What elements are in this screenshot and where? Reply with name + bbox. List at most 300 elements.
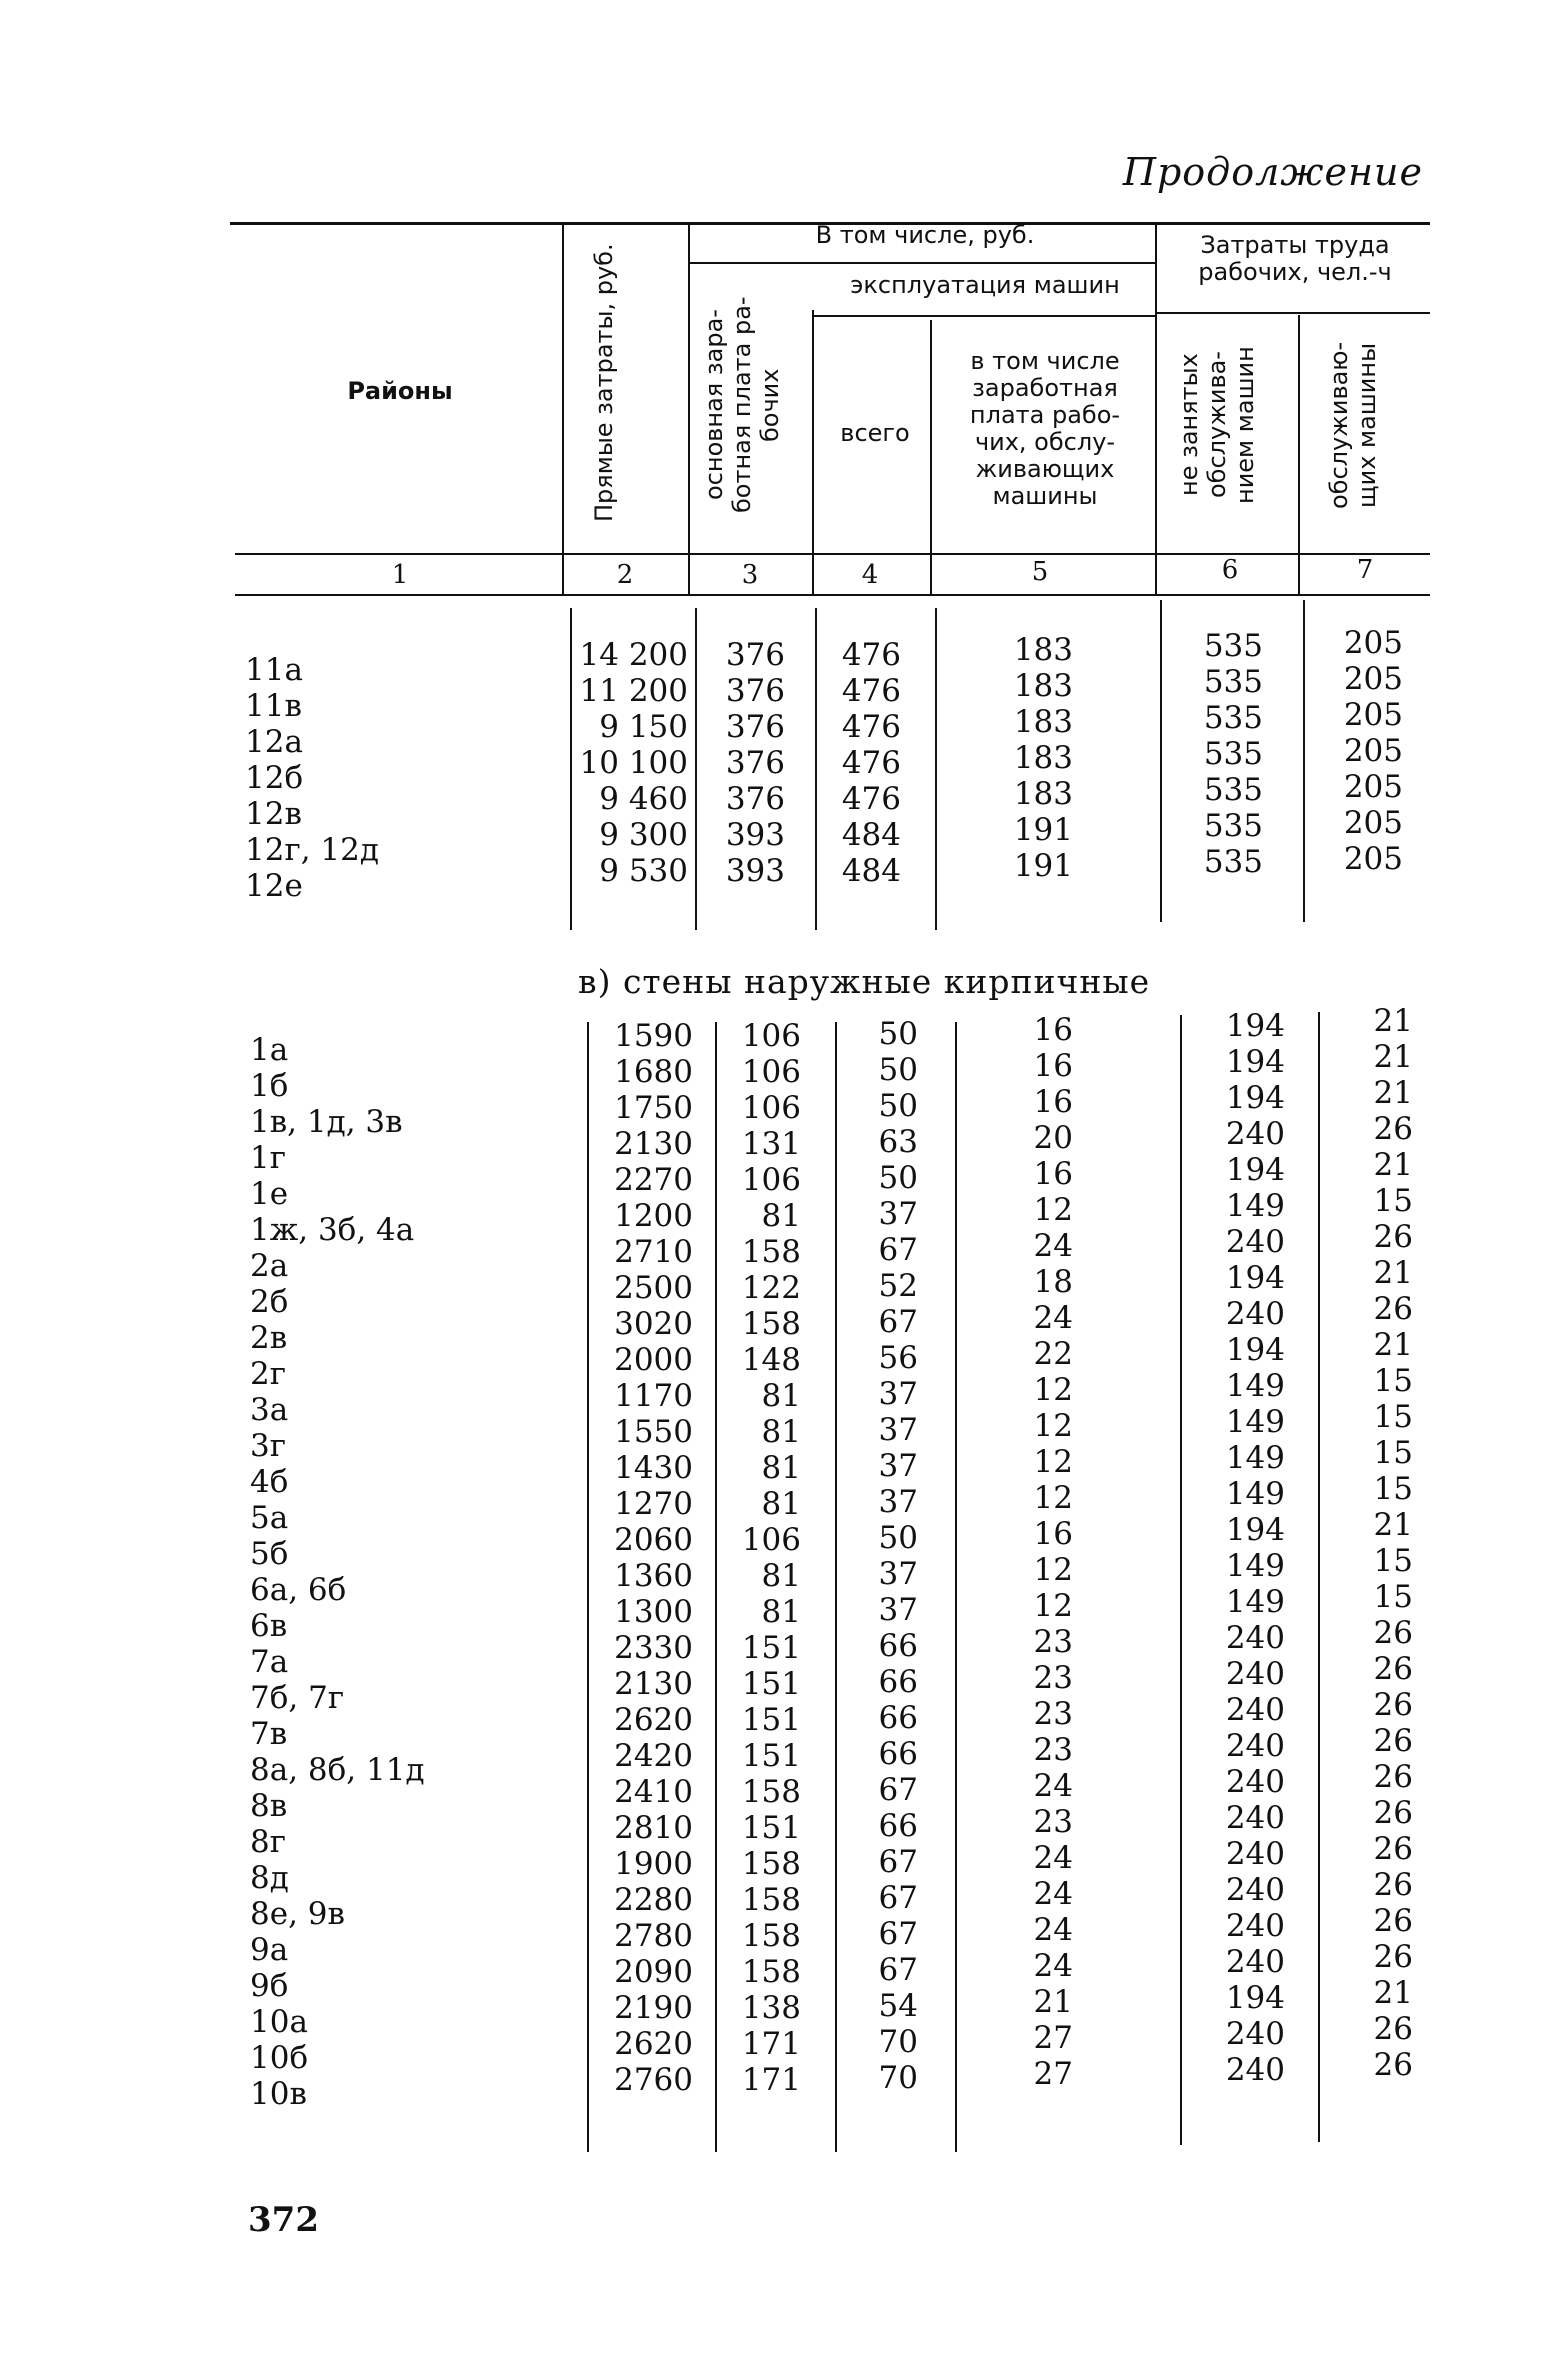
table-cell: 16 [1033,1048,1073,1084]
table-cell: 24 [1033,1768,1073,1804]
table-cell: 2620 [614,1702,693,1738]
including-rule [690,262,1155,264]
table-cell: 1200 [614,1198,693,1234]
table-cell: 21 [1033,1984,1073,2020]
table-cell: 183 [1013,632,1073,668]
table-cell: 50 [878,1520,918,1556]
table-cell: 50 [878,1160,918,1196]
table-cell: 106 [741,1522,801,1558]
s2-vline-6 [1318,1012,1320,2142]
table-cell: 131 [741,1126,801,1162]
table-cell: 106 [741,1090,801,1126]
table-cell: 12 [1033,1480,1073,1516]
table-cell: 20 [1033,1120,1073,1156]
table-cell: 1ж, 3б, 4а [250,1212,415,1248]
table-cell: 66 [878,1808,918,1844]
table-cell: 476 [841,673,901,709]
header-labor: Затраты труда рабочих, чел.-ч [1198,231,1392,286]
table-cell: 7б, 7г [250,1680,345,1716]
table-cell: 240 [1225,1620,1285,1656]
table-cell: 24 [1033,1228,1073,1264]
table-cell: 535 [1203,664,1263,700]
table-cell: 23 [1033,1732,1073,1768]
table-cell: 67 [878,1304,918,1340]
table-cell: 23 [1033,1660,1073,1696]
table-cell: 81 [761,1198,801,1234]
table-cell: 393 [725,817,785,853]
table-cell: 50 [878,1016,918,1052]
table-cell: 12б [245,760,304,796]
table-cell: 240 [1225,2016,1285,2052]
table-cell: 376 [725,781,785,817]
table-cell: 194 [1225,1044,1285,1080]
table-cell: 171 [741,2026,801,2062]
table-cell: 376 [725,637,785,673]
table-cell: 8в [250,1788,288,1824]
section1-base-wage [726,637,785,889]
table-cell: 21 [1373,1327,1413,1363]
table-cell: 37 [878,1376,918,1412]
header-vline-2 [688,225,690,595]
table-cell: 63 [878,1124,918,1160]
table-cell: 8д [250,1860,289,1896]
table-cell: 476 [841,781,901,817]
table-cell: 10 100 [579,745,688,781]
table-cell: 50 [878,1052,918,1088]
table-cell: 158 [741,1918,801,1954]
table-cell: 484 [841,817,901,853]
table-cell: 12в [245,796,302,832]
table-cell: 205 [1343,769,1403,805]
header-total: всего [840,419,910,447]
table-cell: 66 [878,1700,918,1736]
table-cell: 2620 [614,2026,693,2062]
table-cell: 2780 [614,1918,693,1954]
table-cell: 1б [250,1068,289,1104]
table-cell: 37 [878,1412,918,1448]
table-cell: 149 [1225,1368,1285,1404]
table-cell: 21 [1373,1003,1413,1039]
table-cell: 8е, 9в [250,1896,345,1932]
table-cell: 2090 [614,1954,693,1990]
s1-vline-1 [570,608,572,930]
table-cell: 158 [741,1774,801,1810]
table-cell: 1900 [614,1846,693,1882]
table-cell: 12е [245,868,303,904]
table-cell: 194 [1225,1980,1285,2016]
section2-direct-costs [614,1018,693,2098]
table-cell: 15 [1373,1435,1413,1471]
table-cell: 37 [878,1484,918,1520]
colnum-bottom-rule [235,594,1430,596]
table-cell: 15 [1373,1183,1413,1219]
table-cell: 2410 [614,1774,693,1810]
table-cell: 376 [725,673,785,709]
section2-regions [250,1032,425,2112]
table-cell: 23 [1033,1804,1073,1840]
table-cell: 15 [1373,1471,1413,1507]
table-cell: 66 [878,1736,918,1772]
table-cell: 10а [250,2004,308,2040]
header-machine-workers: обслуживаю-щих машины [1325,341,1381,509]
table-cell: 26 [1373,1903,1413,1939]
s2-vline-5 [1180,1015,1182,2145]
table-cell: 7в [250,1716,288,1752]
table-cell: 26 [1373,1759,1413,1795]
table-cell: 15 [1373,1543,1413,1579]
table-cell: 67 [878,1772,918,1808]
table-cell: 158 [741,1846,801,1882]
table-cell: 194 [1225,1332,1285,1368]
table-cell: 26 [1373,1723,1413,1759]
s2-vline-3 [835,1022,837,2152]
table-cell: 26 [1373,1831,1413,1867]
table-cell: 1г [250,1140,286,1176]
table-cell: 3020 [614,1306,693,1342]
table-cell: 151 [741,1630,801,1666]
table-cell: 6в [250,1608,288,1644]
table-cell: 149 [1225,1548,1285,1584]
table-cell: 240 [1225,1872,1285,1908]
table-cell: 16 [1033,1516,1073,1552]
table-cell: 10в [250,2076,307,2112]
table-cell: 81 [761,1486,801,1522]
table-cell: 12 [1033,1444,1073,1480]
table-cell: 1360 [614,1558,693,1594]
table-cell: 183 [1013,704,1073,740]
table-cell: 240 [1225,2052,1285,2088]
table-cell: 240 [1225,1764,1285,1800]
section1-labor-machine [1344,625,1403,877]
table-cell: 11в [245,688,302,724]
table-cell: 149 [1225,1404,1285,1440]
table-cell: 15 [1373,1363,1413,1399]
table-cell: 8а, 8б, 11д [250,1752,425,1788]
table-cell: 7а [250,1644,289,1680]
table-cell: 52 [878,1268,918,1304]
table-cell: 11а [245,652,303,688]
table-cell: 1750 [614,1090,693,1126]
table-cell: 22 [1033,1336,1073,1372]
table-cell: 151 [741,1738,801,1774]
table-cell: 15 [1373,1579,1413,1615]
table-cell: 4б [250,1464,289,1500]
table-cell: 66 [878,1664,918,1700]
table-cell: 240 [1225,1836,1285,1872]
table-cell: 18 [1033,1264,1073,1300]
table-cell: 106 [741,1054,801,1090]
table-cell: 1170 [614,1378,693,1414]
table-cell: 16 [1033,1084,1073,1120]
header-including: В том числе, руб. [815,221,1035,249]
table-cell: 1а [250,1032,289,1068]
table-cell: 376 [725,709,785,745]
table-cell: 12 [1033,1192,1073,1228]
table-cell: 535 [1203,772,1263,808]
table-cell: 11 200 [579,673,688,709]
table-cell: 2270 [614,1162,693,1198]
table-cell: 138 [741,1990,801,2026]
table-cell: 2060 [614,1522,693,1558]
table-cell: 26 [1373,2011,1413,2047]
section1-machine-total [842,637,901,889]
table-cell: 205 [1343,841,1403,877]
table-cell: 12 [1033,1588,1073,1624]
table-cell: 16 [1033,1156,1073,1192]
table-cell: 24 [1033,1300,1073,1336]
table-cell: 149 [1225,1188,1285,1224]
section2-machine-wage [1034,1012,1073,2092]
table-cell: 26 [1373,1939,1413,1975]
s2-vline-1 [587,1022,589,2152]
table-cell: 12 [1033,1408,1073,1444]
table-cell: 9 300 [599,817,688,853]
header-vline-5 [1155,225,1157,595]
table-cell: 2280 [614,1882,693,1918]
s1-vline-3 [815,608,817,930]
table-cell: 12 [1033,1372,1073,1408]
table-cell: 476 [841,637,901,673]
table-cell: 240 [1225,1800,1285,1836]
table-cell: 24 [1033,1912,1073,1948]
section1-regions [245,652,379,904]
section1-labor-not-machine [1204,628,1263,880]
table-cell: 21 [1373,1255,1413,1291]
table-cell: 21 [1373,1039,1413,1075]
colnum-6: 6 [1221,555,1239,585]
table-cell: 205 [1343,733,1403,769]
table-cell: 183 [1013,668,1073,704]
s1-vline-6 [1303,600,1305,922]
table-cell: 24 [1033,1876,1073,1912]
table-cell: 14 200 [579,637,688,673]
table-cell: 151 [741,1666,801,1702]
section2-machine-total [879,1016,918,2096]
table-cell: 70 [878,2024,918,2060]
header-vline-3 [812,310,814,595]
table-cell: 6а, 6б [250,1572,347,1608]
colnum-2: 2 [616,560,634,590]
table-cell: 191 [1013,812,1073,848]
table-cell: 16 [1033,1012,1073,1048]
table-cell: 535 [1203,700,1263,736]
colnum-5: 5 [1031,557,1049,587]
table-cell: 66 [878,1628,918,1664]
table-cell: 240 [1225,1224,1285,1260]
table-cell: 5б [250,1536,289,1572]
table-cell: 67 [878,1232,918,1268]
header-vline-1 [562,225,564,595]
section1-direct-costs [580,637,688,889]
table-cell: 1680 [614,1054,693,1090]
table-cell: 12г, 12д [245,832,379,868]
table-cell: 5а [250,1500,289,1536]
table-cell: 2190 [614,1990,693,2026]
table-cell: 122 [741,1270,801,1306]
table-cell: 183 [1013,740,1073,776]
table-cell: 12а [245,724,303,760]
table-cell: 2500 [614,1270,693,1306]
table-cell: 15 [1373,1399,1413,1435]
table-cell: 149 [1225,1440,1285,1476]
table-cell: 376 [725,745,785,781]
section2-title: в) стены наружные кирпичные [578,962,1151,1001]
table-cell: 26 [1373,2047,1413,2083]
table-cell: 171 [741,2062,801,2098]
s1-vline-2 [695,608,697,930]
table-cell: 2710 [614,1234,693,1270]
table-cell: 2в [250,1320,288,1356]
table-cell: 9 460 [599,781,688,817]
table-cell: 1270 [614,1486,693,1522]
page-number: 372 [248,2200,319,2240]
table-cell: 158 [741,1306,801,1342]
labor-rule [1157,312,1430,314]
header-base-wage: основная зара-ботная плата ра-бочих [700,296,784,514]
table-cell: 26 [1373,1219,1413,1255]
table-cell: 37 [878,1448,918,1484]
table-cell: 26 [1373,1687,1413,1723]
table-cell: 240 [1225,1656,1285,1692]
table-cell: 37 [878,1592,918,1628]
table-cell: 2130 [614,1666,693,1702]
table-cell: 151 [741,1702,801,1738]
table-cell: 240 [1225,1296,1285,1332]
table-cell: 476 [841,709,901,745]
table-cell: 393 [725,853,785,889]
table-cell: 67 [878,1880,918,1916]
header-including-wage: в том числе заработная плата рабо-чих, обслу-живающих машины [969,347,1121,510]
header-machine-operation: эксплуатация машин [850,271,1120,299]
table-cell: 158 [741,1954,801,1990]
table-cell: 240 [1225,1692,1285,1728]
section1-machine-wage [1014,632,1073,884]
table-cell: 81 [761,1594,801,1630]
s2-vline-2 [715,1022,717,2152]
table-cell: 106 [741,1162,801,1198]
colnum-4: 4 [861,560,879,590]
table-cell: 9 150 [599,709,688,745]
table-cell: 149 [1225,1476,1285,1512]
table-cell: 8г [250,1824,286,1860]
table-cell: 535 [1203,628,1263,664]
table-cell: 37 [878,1196,918,1232]
table-cell: 535 [1203,844,1263,880]
header-direct-costs: Прямые затраты, руб. [590,243,618,523]
table-cell: 2330 [614,1630,693,1666]
table-cell: 194 [1225,1080,1285,1116]
table-cell: 2810 [614,1810,693,1846]
table-cell: 27 [1033,2056,1073,2092]
table-cell: 67 [878,1916,918,1952]
table-cell: 205 [1343,625,1403,661]
table-cell: 3а [250,1392,289,1428]
table-cell: 205 [1343,661,1403,697]
machine-op-rule [814,315,1155,317]
table-cell: 37 [878,1556,918,1592]
table-cell: 484 [841,853,901,889]
table-cell: 54 [878,1988,918,2024]
header-regions: Районы [347,377,453,405]
table-cell: 1в, 1д, 3в [250,1104,403,1140]
table-cell: 50 [878,1088,918,1124]
table-cell: 26 [1373,1111,1413,1147]
table-cell: 3г [250,1428,286,1464]
table-cell: 2760 [614,2062,693,2098]
table-cell: 21 [1373,1975,1413,2011]
section2-labor-not-machine [1226,1008,1285,2088]
table-cell: 240 [1225,1908,1285,1944]
table-cell: 205 [1343,697,1403,733]
table-cell: 70 [878,2060,918,2096]
s1-vline-5 [1160,600,1162,922]
table-cell: 21 [1373,1075,1413,1111]
table-cell: 1590 [614,1018,693,1054]
table-cell: 194 [1225,1260,1285,1296]
table-cell: 81 [761,1414,801,1450]
table-cell: 1е [250,1176,289,1212]
table-cell: 81 [761,1450,801,1486]
s2-vline-4 [955,1022,957,2152]
table-cell: 194 [1225,1512,1285,1548]
table-cell: 2б [250,1284,289,1320]
continuation-label: Продолжение [1122,150,1423,194]
table-cell: 26 [1373,1291,1413,1327]
table-cell: 106 [741,1018,801,1054]
table-cell: 81 [761,1378,801,1414]
table-cell: 26 [1373,1795,1413,1831]
table-cell: 535 [1203,736,1263,772]
table-cell: 205 [1343,805,1403,841]
colnum-3: 3 [741,560,759,590]
table-cell: 9 530 [599,853,688,889]
table-cell: 24 [1033,1948,1073,1984]
colnum-7: 7 [1356,555,1374,585]
table-cell: 476 [841,745,901,781]
table-cell: 191 [1013,848,1073,884]
table-cell: 27 [1033,2020,1073,2056]
table-cell: 24 [1033,1840,1073,1876]
table-cell: 81 [761,1558,801,1594]
section2-labor-machine [1374,1003,1413,2083]
table-cell: 67 [878,1844,918,1880]
table-cell: 148 [741,1342,801,1378]
table-cell: 12 [1033,1552,1073,1588]
table-cell: 9а [250,1932,289,1968]
table-cell: 26 [1373,1615,1413,1651]
table-cell: 26 [1373,1651,1413,1687]
table-cell: 1430 [614,1450,693,1486]
table-cell: 21 [1373,1147,1413,1183]
table-cell: 240 [1225,1116,1285,1152]
table-cell: 23 [1033,1696,1073,1732]
table-cell: 2420 [614,1738,693,1774]
table-cell: 240 [1225,1728,1285,1764]
table-cell: 158 [741,1234,801,1270]
header-not-machine: не занятых обслужива-нием машин [1175,346,1259,504]
table-cell: 23 [1033,1624,1073,1660]
table-cell: 67 [878,1952,918,1988]
colnum-1: 1 [391,560,409,590]
table-cell: 2000 [614,1342,693,1378]
table-cell: 56 [878,1340,918,1376]
table-cell: 240 [1225,1944,1285,1980]
table-cell: 2г [250,1356,286,1392]
table-cell: 9б [250,1968,289,2004]
table-cell: 194 [1225,1152,1285,1188]
table-cell: 2а [250,1248,289,1284]
table-cell: 158 [741,1882,801,1918]
